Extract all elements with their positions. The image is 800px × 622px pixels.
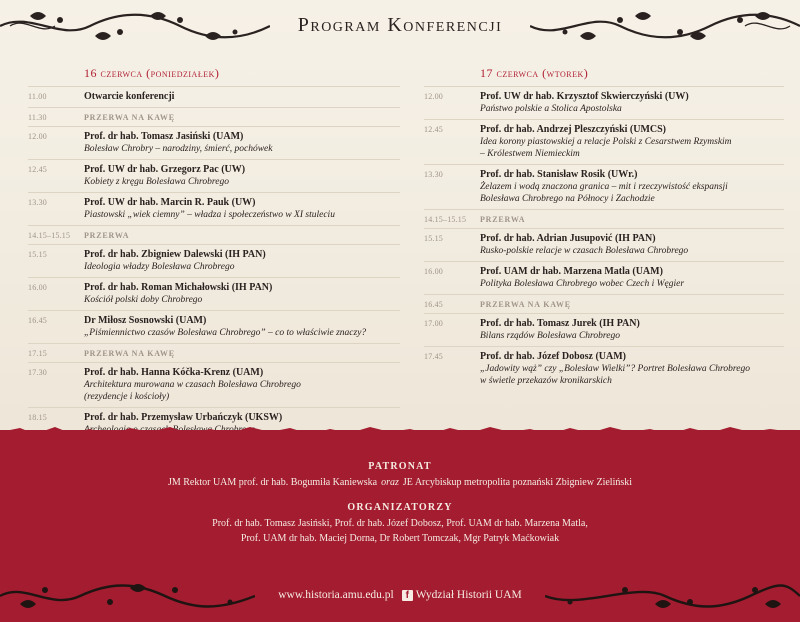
schedule-row: [424, 119, 784, 164]
time-label: 12.45: [424, 125, 443, 134]
row-content: [84, 248, 400, 273]
talk-title: „Piśmiennictwo czasów Bolesława Chrobrego” – co to właściwie znaczy?: [84, 328, 367, 338]
row-content: [84, 229, 400, 240]
speaker-name: Prof. dr hab. Andrzej Pleszczyński (UMCS): [480, 124, 667, 135]
talk-title: Bolesław Chrobry – narodziny, śmierć, pochówek: [84, 144, 273, 154]
ornament-icon: [0, 6, 270, 46]
facebook-link[interactable]: Wydział Historii UAM: [415, 589, 522, 601]
row-content: [84, 111, 400, 122]
schedule-row: [28, 310, 400, 343]
session-label: Otwarcie konferencji: [84, 91, 175, 102]
talk-title: – Królestwem Niemieckim: [480, 149, 580, 159]
talk-title: Ideologia władzy Bolesława Chrobrego: [84, 262, 235, 272]
talk-title: Rusko-polskie relacje w czasach Bolesława Chrobrego: [480, 246, 689, 256]
time-label: 14.15–15.15: [28, 231, 71, 240]
talk-title: Polityka Bolesława Chrobrego wobec Czech i Węgier: [480, 279, 685, 289]
talk-title: (rezydencje i kościoły): [84, 392, 170, 402]
row-content: [84, 163, 400, 188]
row-content: [84, 196, 400, 221]
schedule-row: [424, 346, 784, 391]
row-content: [84, 347, 400, 358]
time-label: 16.45: [424, 300, 443, 309]
break-label: PRZERWA NA KAWĘ: [84, 113, 175, 122]
organizatorzy-line-1: Prof. dr hab. Tomasz Jasiński, Prof. dr hab. Józef Dobosz, Prof. UAM dr hab. Marzena Matla,: [212, 518, 588, 529]
time-label: 12.45: [28, 165, 47, 174]
day-heading: 16 czerwca (poniedziałek): [84, 66, 220, 80]
patronat-conjunction: oraz: [381, 477, 399, 488]
speaker-name: Prof. UW dr hab. Krzysztof Skwierczyński (UW): [480, 91, 689, 102]
speaker-name: Prof. dr hab. Józef Dobosz (UAM): [480, 351, 627, 362]
schedule-list: [28, 86, 400, 440]
schedule-row: [424, 164, 784, 209]
time-label: 13.30: [424, 170, 443, 179]
schedule-row: [28, 86, 400, 107]
speaker-name: Prof. UW dr hab. Marcin R. Pauk (UW): [84, 197, 256, 208]
footer-links: [255, 589, 545, 601]
speaker-name: Prof. dr hab. Roman Michałowski (IH PAN): [84, 282, 273, 293]
talk-title: Państwo polskie a Stolica Apostolska: [480, 104, 622, 114]
time-label: 17.15: [28, 349, 47, 358]
row-content: [480, 298, 784, 309]
speaker-name: Prof. UAM dr hab. Marzena Matla (UAM): [480, 266, 663, 277]
day-column-1: [28, 66, 400, 440]
time-label: 14.15–15.15: [424, 215, 467, 224]
talk-title: Architektura murowana w czasach Bolesława Chrobrego: [84, 380, 301, 390]
schedule-row: [424, 228, 784, 261]
row-content: [480, 232, 784, 257]
time-label: 11.00: [28, 92, 47, 101]
schedule-list: [424, 86, 784, 391]
schedule-row: [28, 159, 400, 192]
speaker-name: Prof. dr hab. Hanna Kóčka-Krenz (UAM): [84, 367, 264, 378]
time-label: 16.00: [424, 267, 443, 276]
speaker-name: Prof. dr hab. Zbigniew Dalewski (IH PAN): [84, 249, 266, 260]
time-label: 11.30: [28, 113, 47, 122]
break-row: [28, 107, 400, 126]
row-content: [480, 213, 784, 224]
talk-title: Bolesława Chrobrego na Północy i Zachodzie: [480, 194, 655, 204]
ornament-icon: [0, 578, 255, 614]
patronat-rector: JM Rektor UAM prof. dr hab. Bogumiła Kaniewska: [167, 477, 378, 488]
row-content: [480, 90, 784, 115]
time-label: 13.30: [28, 198, 47, 207]
day-heading: 17 czerwca (wtorek): [480, 66, 589, 80]
ornament-icon: [530, 6, 800, 46]
schedule-row: [28, 192, 400, 225]
row-content: [480, 265, 784, 290]
time-label: 17.00: [424, 319, 443, 328]
row-content: [84, 90, 400, 103]
break-row: [28, 343, 400, 362]
speaker-name: Prof. dr hab. Adrian Jusupović (IH PAN): [480, 233, 656, 244]
patronat-heading: PATRONAT: [368, 461, 432, 472]
time-label: 15.15: [28, 250, 47, 259]
time-label: 17.45: [424, 352, 443, 361]
talk-title: Kobiety z kręgu Bolesława Chrobrego: [84, 177, 229, 187]
row-content: [480, 123, 784, 160]
break-label: PRZERWA: [480, 215, 526, 224]
time-label: 17.30: [28, 368, 47, 377]
patronat-archbishop: JE Arcybiskup metropolita poznański Zbigniew Zieliński: [402, 477, 633, 488]
organizatorzy-heading: ORGANIZATORZY: [347, 502, 453, 513]
break-label: PRZERWA NA KAWĘ: [480, 300, 571, 309]
schedule-row: [28, 362, 400, 407]
row-content: [84, 281, 400, 306]
row-content: [480, 168, 784, 205]
talk-title: Bilans rządów Bolesława Chrobrego: [480, 331, 620, 341]
talk-title: Idea korony piastowskiej a relacje Polski z Cesarstwem Rzymskim: [480, 137, 732, 147]
time-label: 18.15: [28, 413, 47, 422]
break-row: [424, 209, 784, 228]
break-row: [424, 294, 784, 313]
speaker-name: Prof. dr hab. Przemysław Urbańczyk (UKSW): [84, 412, 283, 423]
speaker-name: Prof. dr hab. Stanisław Rosik (UWr.): [480, 169, 638, 180]
talk-title: w świetle przekazów kronikarskich: [480, 376, 612, 386]
schedule-row: [28, 244, 400, 277]
organizatorzy-line-2: Prof. UAM dr hab. Maciej Dorna, Dr Robert Tomczak, Mgr Patryk Maćkowiak: [240, 533, 560, 544]
speaker-name: Prof. dr hab. Tomasz Jasiński (UAM): [84, 131, 244, 142]
schedule-row: [424, 261, 784, 294]
row-content: [480, 317, 784, 342]
break-label: PRZERWA: [84, 231, 130, 240]
ornament-icon: [545, 578, 800, 614]
page-title: Program Konferencji: [297, 14, 503, 36]
time-label: 15.15: [424, 234, 443, 243]
schedule-row: [28, 277, 400, 310]
schedule-row: [424, 86, 784, 119]
break-label: PRZERWA NA KAWĘ: [84, 349, 175, 358]
speaker-name: Dr Miłosz Sosnowski (UAM): [84, 315, 207, 326]
schedule-row: [28, 126, 400, 159]
patronat-line: [0, 475, 800, 490]
talk-title: Piastowski „wiek ciemny” – władza i społeczeństwo w XI stuleciu: [84, 210, 335, 220]
time-label: 12.00: [424, 92, 443, 101]
facebook-icon: f: [402, 590, 413, 601]
time-label: 16.00: [28, 283, 47, 292]
talk-title: „Jadowity wąż” czy „Bolesław Wielki”? Portret Bolesława Chrobrego: [480, 364, 750, 374]
time-label: 12.00: [28, 132, 47, 141]
time-label: 16.45: [28, 316, 47, 325]
website-link[interactable]: www.historia.amu.edu.pl: [278, 589, 394, 601]
schedule-row: [424, 313, 784, 346]
speaker-name: Prof. dr hab. Tomasz Jurek (IH PAN): [480, 318, 640, 329]
break-row: [28, 225, 400, 244]
torn-edge: [0, 418, 800, 444]
day-column-2: [424, 66, 784, 391]
row-content: [84, 130, 400, 155]
talk-title: Kościół polski doby Chrobrego: [84, 295, 203, 305]
speaker-name: Prof. UW dr hab. Grzegorz Pac (UW): [84, 164, 246, 175]
row-content: [480, 350, 784, 387]
row-content: [84, 314, 400, 339]
talk-title: Żelazem i wodą znaczona granica – mit i rzeczywistość ekspansji: [480, 182, 728, 192]
row-content: [84, 366, 400, 403]
